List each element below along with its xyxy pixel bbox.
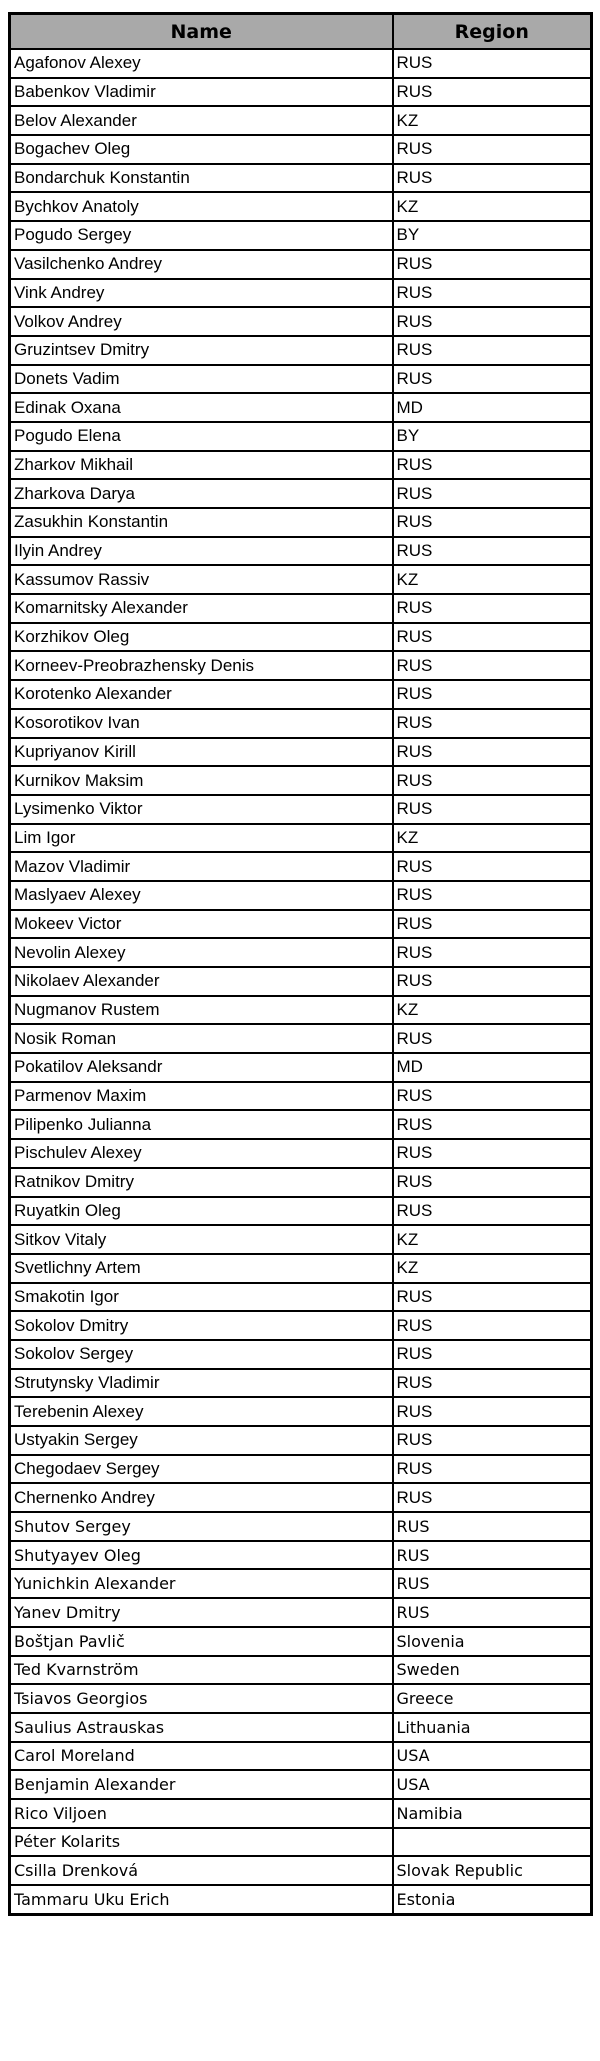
region-cell: RUS (393, 1283, 592, 1312)
table-row (10, 192, 592, 221)
region-cell: RUS (393, 1569, 592, 1598)
name-cell: Korneev-Preobrazhensky Denis (10, 651, 393, 680)
region-cell: RUS (393, 78, 592, 107)
table-row (10, 881, 592, 910)
name-cell: Bogachev Oleg (10, 135, 393, 164)
table-row (10, 795, 592, 824)
region-cell (393, 1828, 592, 1857)
region-column-header: Region (393, 14, 592, 50)
region-cell: RUS (393, 164, 592, 193)
region-cell: RUS (393, 766, 592, 795)
table-row (10, 1397, 592, 1426)
name-cell: Parmenov Maxim (10, 1082, 393, 1111)
table-row (10, 1225, 592, 1254)
table-row (10, 1598, 592, 1627)
name-cell: Pokatilov Aleksandr (10, 1053, 393, 1082)
region-cell: KZ (393, 106, 592, 135)
name-cell: Ratnikov Dmitry (10, 1168, 393, 1197)
name-cell: Donets Vadim (10, 365, 393, 394)
region-cell: RUS (393, 938, 592, 967)
table-row (10, 1512, 592, 1541)
table-row (10, 1770, 592, 1799)
name-cell: Péter Kolarits (10, 1828, 393, 1857)
region-cell: Slovenia (393, 1627, 592, 1656)
name-cell: Kupriyanov Kirill (10, 738, 393, 767)
table-row (10, 565, 592, 594)
table-row (10, 422, 592, 451)
table-row (10, 967, 592, 996)
region-cell: RUS (393, 508, 592, 537)
region-cell: RUS (393, 795, 592, 824)
name-cell: Benjamin Alexander (10, 1770, 393, 1799)
table-row (10, 1311, 592, 1340)
name-cell: Komarnitsky Alexander (10, 594, 393, 623)
name-cell: Mazov Vladimir (10, 852, 393, 881)
table-row (10, 393, 592, 422)
table-row (10, 1483, 592, 1512)
table-row (10, 996, 592, 1025)
region-cell: RUS (393, 1024, 592, 1053)
name-cell: Volkov Andrey (10, 307, 393, 336)
table-row (10, 1627, 592, 1656)
name-cell: Tammaru Uku Erich (10, 1885, 393, 1914)
table-row (10, 479, 592, 508)
region-cell: RUS (393, 680, 592, 709)
name-cell: Csilla Drenková (10, 1856, 393, 1885)
table-row (10, 938, 592, 967)
name-cell: Zasukhin Konstantin (10, 508, 393, 537)
name-cell: Vasilchenko Andrey (10, 250, 393, 279)
table-row (10, 279, 592, 308)
region-cell: RUS (393, 365, 592, 394)
region-cell: KZ (393, 192, 592, 221)
name-cell: Vink Andrey (10, 279, 393, 308)
region-cell: RUS (393, 910, 592, 939)
table-row (10, 336, 592, 365)
name-cell: Zharkova Darya (10, 479, 393, 508)
name-cell: Belov Alexander (10, 106, 393, 135)
name-cell: Gruzintsev Dmitry (10, 336, 393, 365)
name-cell: Ruyatkin Oleg (10, 1197, 393, 1226)
region-cell: Greece (393, 1684, 592, 1713)
table-row (10, 651, 592, 680)
region-cell: RUS (393, 1483, 592, 1512)
table-row (10, 594, 592, 623)
region-cell: RUS (393, 279, 592, 308)
region-cell: RUS (393, 738, 592, 767)
name-cell: Smakotin Igor (10, 1283, 393, 1312)
name-cell: Pogudo Elena (10, 422, 393, 451)
name-cell: Carol Moreland (10, 1742, 393, 1771)
name-cell: Edinak Oxana (10, 393, 393, 422)
table-row (10, 1455, 592, 1484)
table-row (10, 250, 592, 279)
name-cell: Bondarchuk Konstantin (10, 164, 393, 193)
table-row (10, 738, 592, 767)
name-cell: Mokeev Victor (10, 910, 393, 939)
name-cell: Ilyin Andrey (10, 537, 393, 566)
table-row (10, 106, 592, 135)
table-row (10, 1713, 592, 1742)
table-row (10, 307, 592, 336)
name-column-header: Name (10, 14, 393, 50)
name-cell: Tsiavos Georgios (10, 1684, 393, 1713)
table-row (10, 1742, 592, 1771)
region-cell: RUS (393, 479, 592, 508)
table-row (10, 1656, 592, 1685)
table-row (10, 1369, 592, 1398)
name-cell: Babenkov Vladimir (10, 78, 393, 107)
table-row (10, 508, 592, 537)
name-cell: Lysimenko Viktor (10, 795, 393, 824)
region-cell: RUS (393, 451, 592, 480)
name-cell: Kassumov Rassiv (10, 565, 393, 594)
table-row (10, 910, 592, 939)
region-cell: BY (393, 422, 592, 451)
table-row (10, 1541, 592, 1570)
name-cell: Agafonov Alexey (10, 49, 393, 78)
table-row (10, 1283, 592, 1312)
name-cell: Terebenin Alexey (10, 1397, 393, 1426)
region-cell: Sweden (393, 1656, 592, 1685)
table-row (10, 1426, 592, 1455)
name-cell: Ustyakin Sergey (10, 1426, 393, 1455)
name-cell: Korzhikov Oleg (10, 623, 393, 652)
table-row (10, 1254, 592, 1283)
table-row (10, 1340, 592, 1369)
name-cell: Strutynsky Vladimir (10, 1369, 393, 1398)
region-cell: RUS (393, 1369, 592, 1398)
name-cell: Pischulev Alexey (10, 1139, 393, 1168)
name-cell: Svetlichny Artem (10, 1254, 393, 1283)
table-row (10, 221, 592, 250)
region-cell: USA (393, 1770, 592, 1799)
name-cell: Zharkov Mikhail (10, 451, 393, 480)
region-cell: RUS (393, 1512, 592, 1541)
name-cell: Saulius Astrauskas (10, 1713, 393, 1742)
table-row (10, 680, 592, 709)
name-cell: Bychkov Anatoly (10, 192, 393, 221)
name-cell: Korotenko Alexander (10, 680, 393, 709)
region-cell: RUS (393, 1168, 592, 1197)
name-cell: Maslyaev Alexey (10, 881, 393, 910)
region-cell: RUS (393, 307, 592, 336)
name-cell: Chernenko Andrey (10, 1483, 393, 1512)
name-cell: Rico Viljoen (10, 1799, 393, 1828)
table-row (10, 1053, 592, 1082)
table-row (10, 1799, 592, 1828)
header-row (10, 14, 592, 50)
region-cell: KZ (393, 565, 592, 594)
name-cell: Sitkov Vitaly (10, 1225, 393, 1254)
name-cell: Nosik Roman (10, 1024, 393, 1053)
name-cell: Sokolov Dmitry (10, 1311, 393, 1340)
region-cell: MD (393, 393, 592, 422)
table-row (10, 824, 592, 853)
region-cell: RUS (393, 967, 592, 996)
region-cell: RUS (393, 537, 592, 566)
region-cell: RUS (393, 594, 592, 623)
region-cell: RUS (393, 1139, 592, 1168)
name-cell: Pogudo Sergey (10, 221, 393, 250)
table-row (10, 623, 592, 652)
name-cell: Nevolin Alexey (10, 938, 393, 967)
table-row (10, 1856, 592, 1885)
table-row (10, 1168, 592, 1197)
name-cell: Boštjan Pavlič (10, 1627, 393, 1656)
region-cell: BY (393, 221, 592, 250)
region-cell: RUS (393, 852, 592, 881)
table-row (10, 1197, 592, 1226)
table-header (10, 14, 592, 50)
region-cell: RUS (393, 1397, 592, 1426)
region-cell: RUS (393, 1340, 592, 1369)
table-row (10, 1885, 592, 1914)
name-cell: Pilipenko Julianna (10, 1110, 393, 1139)
table-row (10, 1110, 592, 1139)
region-cell: RUS (393, 1197, 592, 1226)
table-row (10, 49, 592, 78)
region-cell: Namibia (393, 1799, 592, 1828)
table-row (10, 1684, 592, 1713)
table-row (10, 766, 592, 795)
table-row (10, 164, 592, 193)
table-row (10, 709, 592, 738)
region-cell: KZ (393, 824, 592, 853)
name-cell: Kurnikov Maksim (10, 766, 393, 795)
name-cell: Nugmanov Rustem (10, 996, 393, 1025)
region-cell: RUS (393, 336, 592, 365)
region-cell: KZ (393, 1254, 592, 1283)
table-row (10, 1024, 592, 1053)
region-cell: RUS (393, 1426, 592, 1455)
name-cell: Shutov Sergey (10, 1512, 393, 1541)
table-row (10, 1082, 592, 1111)
table-row (10, 537, 592, 566)
region-cell: RUS (393, 49, 592, 78)
name-cell: Sokolov Sergey (10, 1340, 393, 1369)
name-cell: Ted Kvarnström (10, 1656, 393, 1685)
roster-table (8, 12, 593, 1916)
table-row (10, 135, 592, 164)
name-cell: Yanev Dmitry (10, 1598, 393, 1627)
name-cell: Kosorotikov Ivan (10, 709, 393, 738)
region-cell: KZ (393, 1225, 592, 1254)
table-row (10, 365, 592, 394)
table-row (10, 78, 592, 107)
region-cell: Estonia (393, 1885, 592, 1914)
name-cell: Shutyayev Oleg (10, 1541, 393, 1570)
table-body (10, 49, 592, 1914)
name-cell: Lim Igor (10, 824, 393, 853)
region-cell: USA (393, 1742, 592, 1771)
region-cell: RUS (393, 1598, 592, 1627)
region-cell: KZ (393, 996, 592, 1025)
table-row (10, 451, 592, 480)
region-cell: RUS (393, 135, 592, 164)
region-cell: RUS (393, 651, 592, 680)
region-cell: RUS (393, 1110, 592, 1139)
region-cell: RUS (393, 1082, 592, 1111)
region-cell: Lithuania (393, 1713, 592, 1742)
region-cell: MD (393, 1053, 592, 1082)
region-cell: Slovak Republic (393, 1856, 592, 1885)
region-cell: RUS (393, 250, 592, 279)
region-cell: RUS (393, 881, 592, 910)
region-cell: RUS (393, 709, 592, 738)
table-row (10, 852, 592, 881)
region-cell: RUS (393, 623, 592, 652)
region-cell: RUS (393, 1455, 592, 1484)
table-row (10, 1139, 592, 1168)
region-cell: RUS (393, 1541, 592, 1570)
region-cell: RUS (393, 1311, 592, 1340)
name-cell: Nikolaev Alexander (10, 967, 393, 996)
table-row (10, 1569, 592, 1598)
name-cell: Chegodaev Sergey (10, 1455, 393, 1484)
table-row (10, 1828, 592, 1857)
name-cell: Yunichkin Alexander (10, 1569, 393, 1598)
